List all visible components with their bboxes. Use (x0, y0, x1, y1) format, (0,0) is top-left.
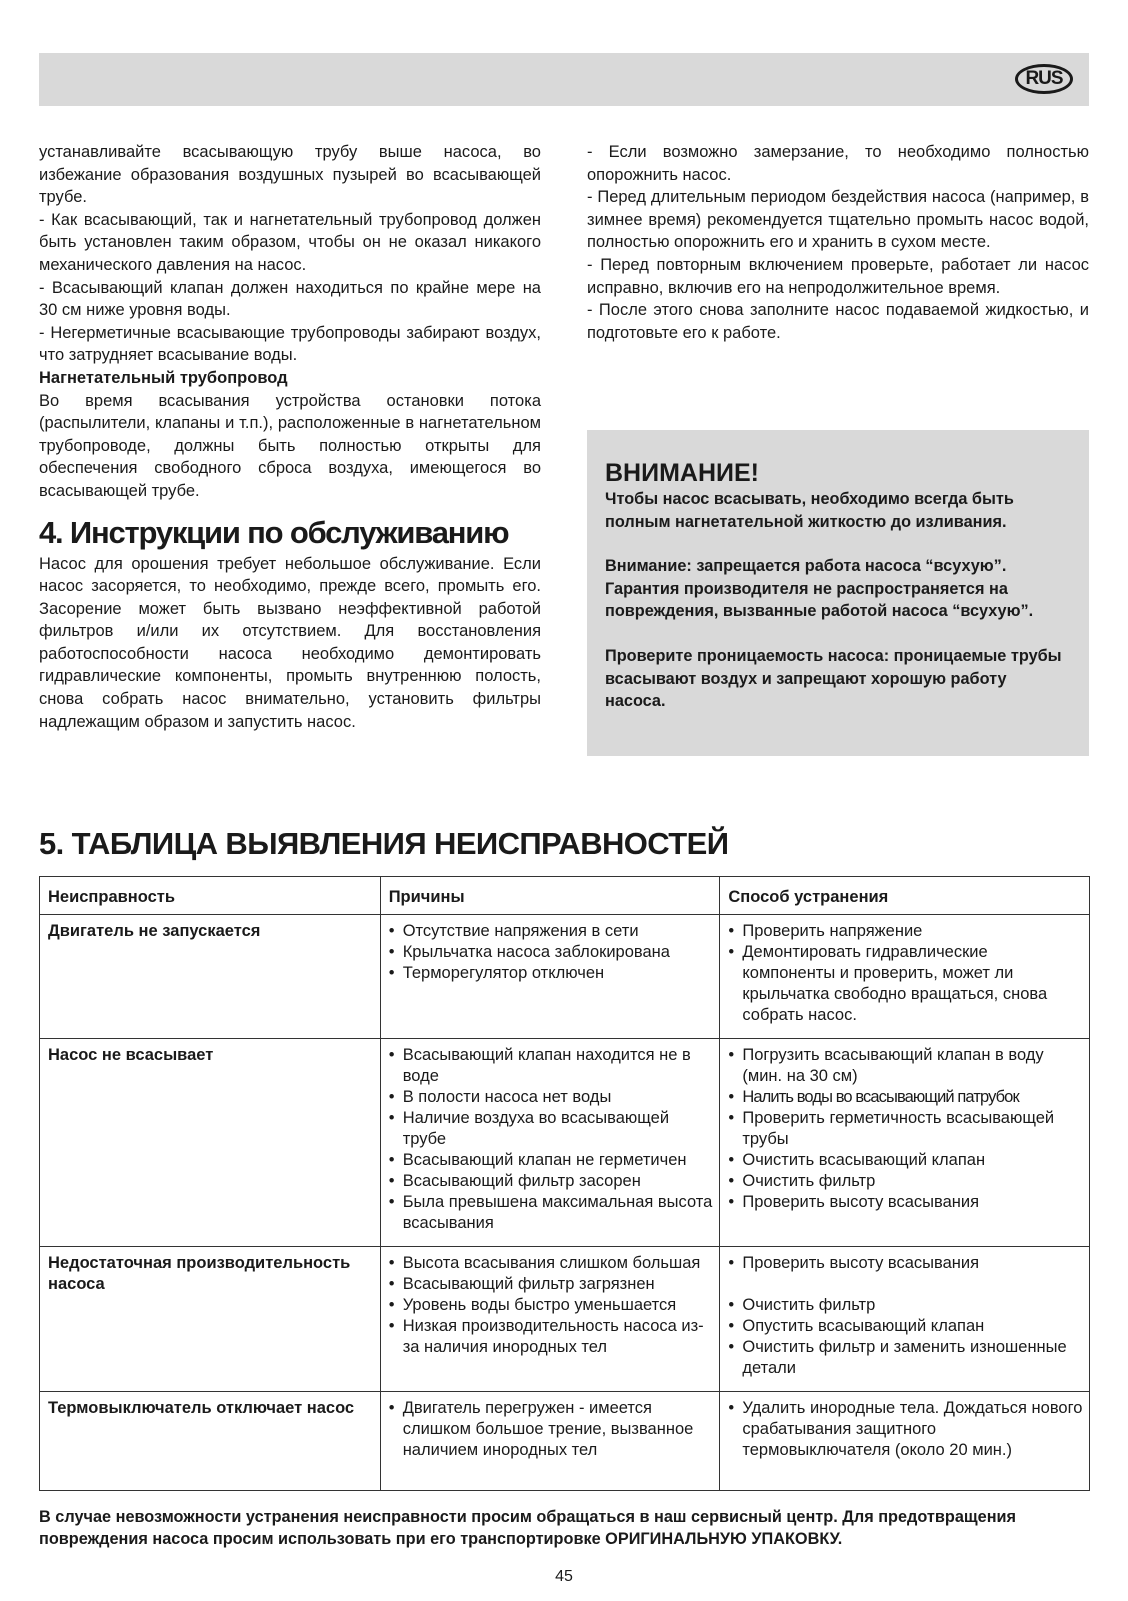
fault-cell: Недостаточная производительность насоса (40, 1247, 381, 1392)
list-item: • Наличие воздуха во всасывающей трубе (389, 1108, 714, 1150)
list-item: • Демонтировать гидравлические компоненты и проверить, может ли крыльчатка свободно вращаться, снова собрать насос. (728, 942, 1083, 1026)
table-header-row (40, 877, 1090, 915)
list-item: • Налить воды во всасывающий патрубок (728, 1087, 1083, 1108)
paragraph: - Перед повторным включением проверьте, работает ли насос исправно, включив его на непродолжительное время. (587, 255, 1089, 297)
footer-note: В случае невозможности устранения неисправности просим обращаться в наш сервисный центр. Для предотвращения повреждения насоса просим использовать при его транспортировке ОРИГИНАЛЬНУЮ УПАКОВКУ. (39, 1508, 1017, 1548)
paragraph: - Как всасывающий, так и нагнетательный трубопровод должен быть установлен таким образом, чтобы он не оказал никакого механического давления на насос. (39, 210, 541, 274)
column-header: Неисправность (40, 877, 381, 915)
section-title: 4. Инструкции по обслуживанию (39, 514, 509, 550)
table-title: 5. ТАБЛИЦА ВЫЯВЛЕНИЯ НЕИСПРАВНОСТЕЙ (39, 826, 729, 861)
list-item: • Очистить фильтр и заменить изношенные детали (728, 1337, 1083, 1379)
list-item: • В полости насоса нет воды (389, 1087, 714, 1108)
causes-cell (380, 915, 720, 1039)
paragraph: устанавливайте всасывающую трубу выше насоса, во избежание образования воздушных пузырей во всасывающей трубе. (39, 143, 541, 207)
subheading: Нагнетательный трубопровод (39, 368, 288, 387)
list-item: • Очистить фильтр (728, 1295, 1083, 1316)
causes-cell (380, 1247, 720, 1392)
fault-cell: Насос не всасывает (40, 1039, 381, 1247)
list-item: • Крыльчатка насоса заблокирована (389, 942, 714, 963)
fault-cell: Двигатель не запускается (40, 915, 381, 1039)
paragraph: Во время всасывания устройства остановки потока (распылители, клапаны и т.п.), расположенные в нагнетательном трубопроводе, должны быть полностью открыты для обеспечения свободного сброса воздуха, имеющегося во всасывающей трубе. (39, 391, 541, 500)
warning-text: Чтобы насос всасывать, необходимо всегда быть полным нагнетательной житкостю до изливания. (605, 490, 1014, 531)
warning-text: Проверите проницаемость насоса: проницаемые трубы всасывают воздух и запрещают хорошую работу насоса. (605, 646, 1062, 711)
list-item: • Уровень воды быстро уменьшается (389, 1295, 714, 1316)
list-item: • Была превышена максимальная высота всасывания (389, 1192, 714, 1234)
list-item: • Всасывающий клапан не герметичен (389, 1150, 714, 1171)
list-item: • Проверить высоту всасывания (728, 1253, 1083, 1274)
list-item: • Терморегулятор отключен (389, 963, 714, 984)
list-item: • Очистить всасывающий клапан (728, 1150, 1083, 1171)
list-spacer (728, 1274, 1083, 1295)
left-column (39, 141, 541, 733)
list-item: • Проверить высоту всасывания (728, 1192, 1083, 1213)
list-item: • Отсутствие напряжения в сети (389, 921, 714, 942)
causes-cell (380, 1039, 720, 1247)
table-row (40, 915, 1090, 1039)
list-item: • Низкая производительность насоса из-за наличия инородных тел (389, 1316, 714, 1358)
right-column (587, 141, 1089, 344)
troubleshooting-table (39, 876, 1090, 1491)
causes-cell (380, 1392, 720, 1491)
paragraph: Насос для орошения требует небольшое обслуживание. Если насос засоряется, то необходимо, прежде всего, промыть его. Засорение может быть вызвано неэффективной работой фильтров и/или их отсутствием. Для восстановления работоспособности насоса необходимо демонтировать гидравлические компоненты, промыть внутреннюю полость, снова собрать насос внимательно, установить фильтры надлежащим образом и запустить насос. (39, 554, 541, 731)
table-row (40, 1392, 1090, 1491)
fault-cell: Термовыключатель отключает насос (40, 1392, 381, 1491)
list-item: • Проверить герметичность всасывающей трубы (728, 1108, 1083, 1150)
list-item: • Очистить фильтр (728, 1171, 1083, 1192)
paragraph: - Если возможно замерзание, то необходимо полностью опорожнить насос. (587, 143, 1089, 184)
paragraph: - Перед длительным периодом бездействия насоса (например, в зимнее время) рекомендуется тщательно промыть насос водой, полностью опорожнить его и хранить в сухом месте. (587, 188, 1089, 252)
paragraph: - Всасывающий клапан должен находиться по крайне мере на 30 см ниже уровня воды. (39, 278, 541, 320)
list-item: • Погрузить всасывающий клапан в воду (мин. на 30 см) (728, 1045, 1083, 1087)
paragraph: - Негерметичные всасывающие трубопроводы забирают воздух, что затрудняет всасывание воды. (39, 323, 541, 365)
list-item: • Всасывающий фильтр засорен (389, 1171, 714, 1192)
warning-title: ВНИМАНИЕ! (605, 459, 759, 487)
language-badge: RUS (1015, 64, 1073, 94)
list-item: • Проверить напряжение (728, 921, 1083, 942)
page-number: 45 (555, 1568, 573, 1585)
list-item: • Всасывающий клапан находится не в воде (389, 1045, 714, 1087)
column-header: Способ устранения (720, 877, 1090, 915)
table-row (40, 1039, 1090, 1247)
warning-box (587, 430, 1089, 756)
column-header: Причины (380, 877, 720, 915)
list-item: • Двигатель перегружен - имеется слишком большое трение, вызванное наличием инородных тел (389, 1398, 714, 1461)
list-item: • Удалить инородные тела. Дождаться нового срабатывания защитного термовыключателя (около 20 мин.) (728, 1398, 1083, 1461)
header-bar (39, 53, 1089, 106)
paragraph: - После этого снова заполните насос подаваемой жидкостью, и подготовьте его к работе. (587, 301, 1089, 342)
table-row (40, 1247, 1090, 1392)
list-item: • Опустить всасывающий клапан (728, 1316, 1083, 1337)
list-item: • Высота всасывания слишком большая (389, 1253, 714, 1274)
warning-text: Внимание: запрещается работа насоса “всухую”. Гарантия производителя не распространяется на повреждения, вызванные работой насоса “всухую”. (605, 557, 1034, 621)
list-item: • Всасывающий фильтр загрязнен (389, 1274, 714, 1295)
remedies-cell (720, 1039, 1090, 1247)
remedies-cell (720, 915, 1090, 1039)
remedies-cell (720, 1247, 1090, 1392)
remedies-cell (720, 1392, 1090, 1491)
